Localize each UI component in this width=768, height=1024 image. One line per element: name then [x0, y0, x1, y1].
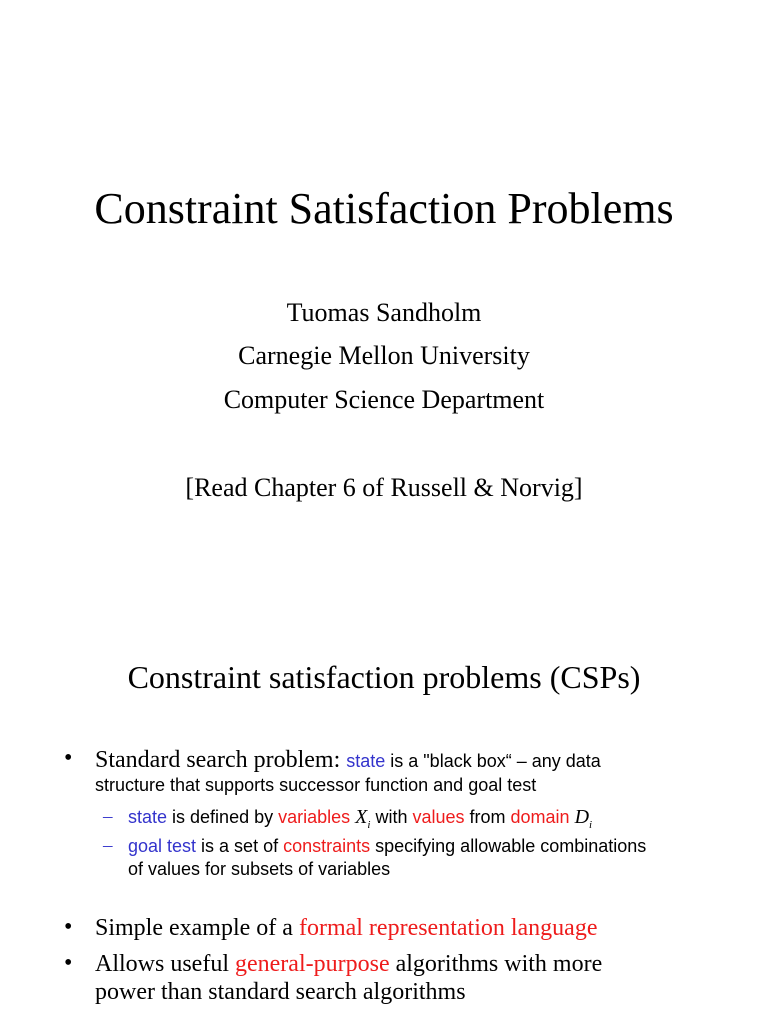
- reading-note: [Read Chapter 6 of Russell & Norvig]: [185, 473, 583, 502]
- bullet-general-purpose-cont: power than standard search algorithms: [95, 979, 466, 1005]
- subbullet-state-definition: state is defined by variables $X_i$ with values from domain $D_i$: [128, 806, 593, 831]
- department: Computer Science Department: [223, 385, 545, 414]
- bullet-general-purpose: Allows useful general-purpose algorithms with more: [95, 951, 603, 977]
- author-name: Tuomas Sandholm: [286, 298, 482, 327]
- bullet-simple-example: Simple example of a formal representation language: [95, 915, 598, 941]
- subbullet-goal-test-cont: of values for subsets of variables: [128, 859, 391, 879]
- section-title: Constraint satisfaction problems (CSPs): [127, 659, 641, 695]
- bullet-icon: •: [64, 950, 73, 976]
- bullet-standard-search-cont: structure that supports successor function and goal test: [95, 775, 537, 795]
- bullet-icon: •: [64, 914, 73, 940]
- bullet-icon: •: [64, 745, 73, 771]
- dash-icon: –: [103, 835, 113, 856]
- subbullet-goal-test: goal test is a set of constraints specifying allowable combinations: [128, 836, 647, 856]
- bullet-standard-search: Standard search problem: state is a "black box“ – any data: [95, 747, 601, 773]
- affiliation: Carnegie Mellon University: [238, 341, 530, 370]
- slide-title: Constraint Satisfaction Problems: [94, 184, 674, 233]
- dash-icon: –: [103, 806, 113, 827]
